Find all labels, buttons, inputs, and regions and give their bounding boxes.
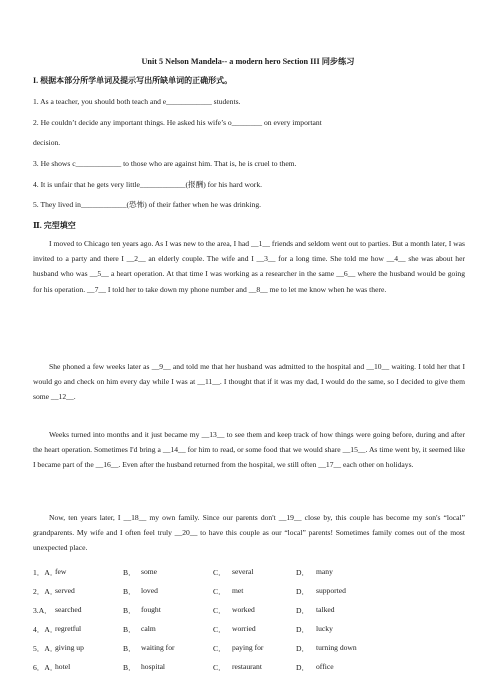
option-a: giving up: [55, 643, 84, 652]
option-c: paying for: [232, 643, 264, 652]
option-c: worried: [232, 624, 256, 633]
option-c-label: C．: [213, 644, 226, 653]
section1-item-3: 3. He shows c____________ to those who are against him. That is, he is cruel to them.: [33, 159, 297, 168]
option-row: [33, 605, 473, 619]
option-b-label: B．: [123, 606, 136, 615]
option-b-label: B．: [123, 587, 136, 596]
option-b-label: B．: [123, 568, 136, 577]
option-c-label: C．: [213, 568, 226, 577]
option-c: restaurant: [232, 662, 262, 671]
cloze-paragraph-3: Weeks turned into months and it just became my __13__ to see them and keep track of how things were going before, during and after the heart operation. Sometimes I'd bring a __14__ for him to read, or some food that we would share __15__. As time went by, it seemed like I became part of the __16__. Even after the husband returned from the hospital, we still often __17__ each other on holidays.: [33, 430, 465, 470]
section1-item-5: 5. They lived in____________(恐怖) of their father when he was drinking.: [33, 200, 262, 209]
question-number: 2．A．: [33, 587, 58, 596]
option-a: searched: [55, 605, 82, 614]
page-title: Unit 5 Nelson Mandela-- a modern hero Section III 同步练习: [141, 57, 355, 66]
option-b: loved: [141, 586, 158, 595]
option-d-label: D．: [296, 587, 310, 596]
option-d: lucky: [316, 624, 333, 633]
question-number: 4．A．: [33, 625, 58, 634]
section1-heading: I. 根据本部分所学单词及提示写出所缺单词的正确形式。: [33, 76, 233, 85]
option-b: calm: [141, 624, 156, 633]
option-d: supported: [316, 586, 346, 595]
option-a: served: [55, 586, 75, 595]
option-c-label: C．: [213, 606, 226, 615]
cloze-paragraph-2: She phoned a few weeks later as __9__ and told me that her husband was admitted to the hospital and __10__ waiting. I told her that I would go and check on him every day while I was at __11__. I thought that if it was my dad, I would do the same, so I decided to give them some __12__.: [33, 362, 465, 402]
option-d-label: D．: [296, 644, 310, 653]
option-row: [33, 643, 473, 657]
option-d-label: D．: [296, 663, 310, 672]
option-c-label: C．: [213, 587, 226, 596]
option-row: [33, 624, 473, 638]
option-a: regretful: [55, 624, 82, 633]
option-row: [33, 662, 473, 676]
option-c: met: [232, 586, 244, 595]
option-a: hotel: [55, 662, 71, 671]
cloze-paragraph-1: I moved to Chicago ten years ago. As I was new to the area, I had __1__ friends and seldom went out to parties. But a month later, I was invited to a party and there I __2__ an elderly couple. The wife and I __3__ for a long time. She told me how __4__ she was about her husband who was __5__ a heart operation. At that time I was working as a researcher in the same __6__ where the husband would be going for his operation. __7__ I told her to take down my phone number and __8__ me to let me know when he was there.: [33, 239, 465, 294]
cloze-paragraph-4: Now, ten years later, I __18__ my own family. Since our parents don't __19__ close by, this couple has become my son's “local” grandparents. My wife and I often feel truly __20__ to have this couple as our “local” parents! Sometimes family comes out of the most unexpected place.: [33, 513, 465, 553]
option-d-label: D．: [296, 568, 310, 577]
section1-item-1: 1. As a teacher, you should both teach and e____________ students.: [33, 97, 241, 106]
option-b: fought: [141, 605, 161, 614]
section1-item-4: 4. It is unfair that he gets very little____________(报酬) for his hard work.: [33, 180, 263, 189]
option-d-label: D．: [296, 625, 310, 634]
option-c-label: C．: [213, 663, 226, 672]
option-b-label: B．: [123, 644, 136, 653]
option-d: many: [316, 567, 333, 576]
option-d-label: D．: [296, 606, 310, 615]
option-c: several: [232, 567, 254, 576]
option-b-label: B．: [123, 663, 136, 672]
option-b: some: [141, 567, 158, 576]
option-row: [33, 586, 473, 600]
section1-item-2: 2. He couldn’t decide any important things. He asked his wife’s o________ on every important: [33, 118, 322, 127]
section1-item-2-cont: decision.: [33, 138, 61, 147]
option-d: office: [316, 662, 334, 671]
option-d: talked: [316, 605, 335, 614]
option-d: turning down: [316, 643, 357, 652]
option-c-label: C．: [213, 625, 226, 634]
question-number: 3.A．: [33, 606, 52, 615]
section2-heading: Ⅱ. 完型填空: [33, 221, 76, 230]
option-b: hospital: [141, 662, 166, 671]
question-number: 1．A．: [33, 568, 58, 577]
option-b: waiting for: [141, 643, 175, 652]
option-c: worked: [232, 605, 255, 614]
option-b-label: B．: [123, 625, 136, 634]
question-number: 6．A．: [33, 663, 58, 672]
option-row: [33, 567, 473, 581]
option-a: few: [55, 567, 67, 576]
question-number: 5．A．: [33, 644, 58, 653]
